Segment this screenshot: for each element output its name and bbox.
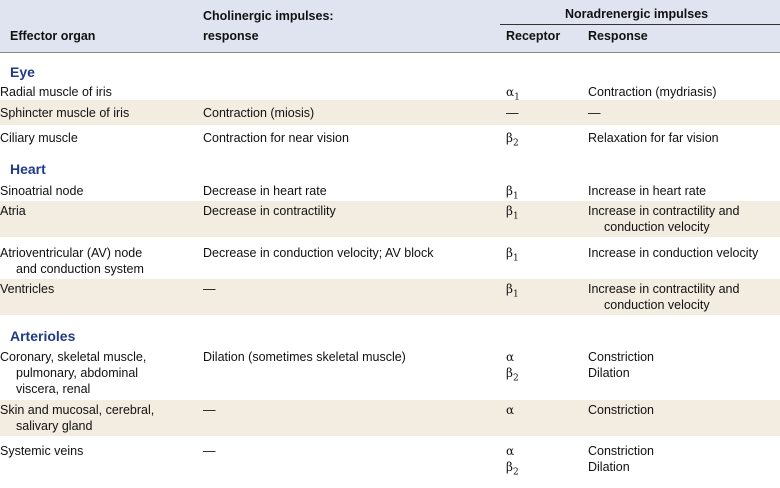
receptor-sphincter-muscle: —: [506, 106, 519, 120]
receptor-coronary-beta: $\beta_2$: [506, 366, 519, 384]
response-ventricles-line2: conduction velocity: [604, 298, 710, 312]
cholinergic-ciliary-muscle: Contraction for near vision: [203, 131, 349, 145]
organ-av-node-line2: and conduction system: [16, 262, 144, 276]
receptor-sinoatrial-node: $\beta_1$: [506, 184, 519, 202]
organ-atria: Atria: [0, 204, 26, 218]
cholinergic-skin: —: [203, 403, 216, 417]
response-atria-line1: Increase in contractility and: [588, 204, 740, 218]
response-veins-line2: Dilation: [588, 460, 630, 474]
receptor-ciliary-muscle: $\beta_2$: [506, 131, 519, 149]
cholinergic-sinoatrial-node: Decrease in heart rate: [203, 184, 327, 198]
section-arterioles: Arterioles: [10, 328, 76, 344]
response-radial-muscle: Contraction (mydriasis): [588, 85, 717, 99]
cholinergic-systemic-veins: —: [203, 444, 216, 458]
organ-coronary-line2: pulmonary, abdominal: [16, 366, 139, 380]
organ-ventricles: Ventricles: [0, 282, 55, 296]
organ-systemic-veins: Systemic veins: [0, 444, 84, 458]
section-heart: Heart: [10, 161, 46, 177]
header-divider: [0, 52, 780, 53]
organ-coronary-line1: Coronary, skeletal muscle,: [0, 350, 147, 364]
receptor-veins-beta: $\beta_2$: [506, 460, 519, 478]
receptor-veins-alpha: α: [506, 444, 515, 458]
cholinergic-sphincter-muscle: Contraction (miosis): [203, 106, 315, 120]
organ-av-node-line1: Atrioventricular (AV) node: [0, 246, 143, 260]
receptor-skin: α: [506, 403, 515, 417]
response-ciliary-muscle: Relaxation for far vision: [588, 131, 719, 145]
noradrenergic-header-rule: [500, 24, 780, 25]
response-av-node: Increase in conduction velocity: [588, 246, 759, 260]
organ-skin-line2: salivary gland: [16, 419, 93, 433]
organ-skin-line1: Skin and mucosal, cerebral,: [0, 403, 155, 417]
receptor-radial-muscle: $\alpha_1$: [506, 85, 520, 103]
organ-sinoatrial-node: Sinoatrial node: [0, 184, 84, 198]
cholinergic-atria: Decrease in contractility: [203, 204, 336, 218]
header-cholinergic-line2: response: [203, 29, 259, 43]
header-response: Response: [588, 29, 648, 43]
response-skin: Constriction: [588, 403, 654, 417]
response-sphincter-muscle: —: [588, 106, 601, 120]
header-cholinergic-line1: Cholinergic impulses:: [203, 9, 334, 23]
receptor-coronary-alpha: α: [506, 350, 515, 364]
response-coronary-line1: Constriction: [588, 350, 654, 364]
receptor-av-node: $\beta_1$: [506, 246, 519, 264]
organ-sphincter-muscle: Sphincter muscle of iris: [0, 106, 130, 120]
response-veins-line1: Constriction: [588, 444, 654, 458]
section-eye: Eye: [10, 64, 35, 80]
cholinergic-av-node: Decrease in conduction velocity; AV block: [203, 246, 434, 260]
organ-radial-muscle: Radial muscle of iris: [0, 85, 112, 99]
cholinergic-ventricles: —: [203, 282, 216, 296]
response-atria-line2: conduction velocity: [604, 220, 710, 234]
response-sinoatrial-node: Increase in heart rate: [588, 184, 707, 198]
cholinergic-coronary: Dilation (sometimes skeletal muscle): [203, 350, 406, 364]
receptor-ventricles: $\beta_1$: [506, 282, 519, 300]
header-noradrenergic: Noradrenergic impulses: [565, 7, 709, 21]
response-ventricles-line1: Increase in contractility and: [588, 282, 740, 296]
organ-ciliary-muscle: Ciliary muscle: [0, 131, 78, 145]
response-coronary-line2: Dilation: [588, 366, 630, 380]
receptor-atria: $\beta_1$: [506, 204, 519, 222]
header-receptor: Receptor: [506, 29, 561, 43]
organ-coronary-line3: viscera, renal: [16, 382, 91, 396]
header-effector-organ: Effector organ: [10, 29, 96, 43]
